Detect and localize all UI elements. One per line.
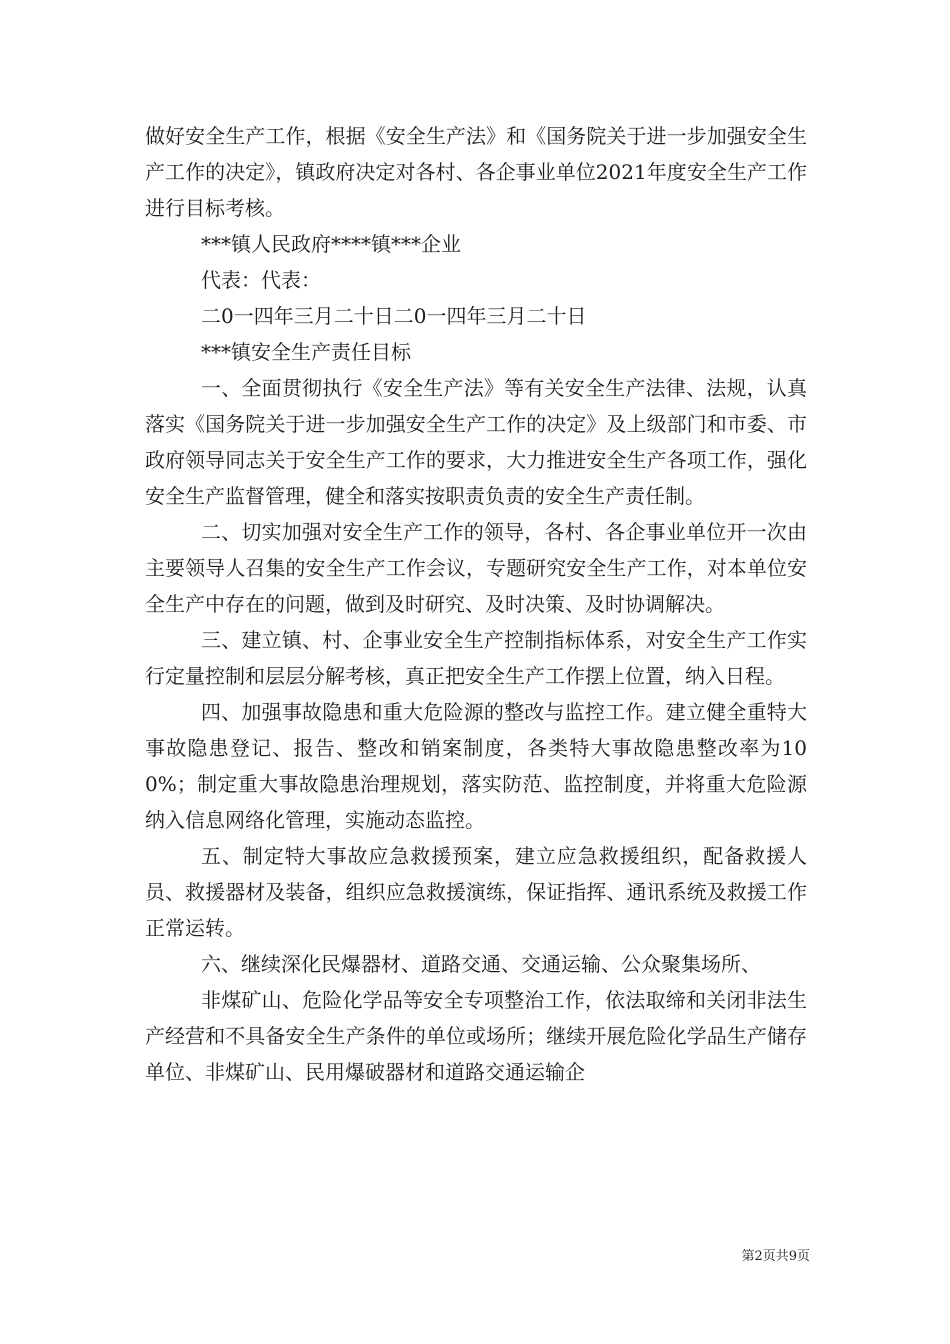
paragraph-dates: 二0一四年三月二十日二0一四年三月二十日 bbox=[201, 304, 587, 328]
page-number: 第2页共9页 bbox=[741, 1249, 810, 1264]
paragraph-item-5: 五、制定特大事故应急救援预案，建立应急救援组织，配备救援人员、救援器材及装备，组织应急救援演练，保证指挥、通讯系统及救援工作正常运转。 bbox=[145, 844, 807, 940]
paragraph-signatories: ***镇人民政府****镇***企业 bbox=[201, 232, 461, 256]
section-heading: ***镇安全生产责任目标 bbox=[201, 340, 411, 364]
paragraph-item-4: 四、加强事故隐患和重大危险源的整改与监控工作。建立健全重特大事故隐患登记、报告、整改和销案制度，各类特大事故隐患整改率为100%；制定重大事故隐患治理规划，落实防范、监控制度，并将重大危险源纳入信息网络化管理，实施动态监控。 bbox=[145, 700, 807, 832]
paragraph-item-6-continued: 非煤矿山、危险化学品等安全专项整治工作，依法取缔和关闭非法生产经营和不具备安全生产条件的单位或场所；继续开展危险化学品生产储存单位、非煤矿山、民用爆破器材和道路交通运输企 bbox=[145, 988, 807, 1084]
paragraph-item-6: 六、继续深化民爆器材、道路交通、交通运输、公众聚集场所、 bbox=[201, 952, 761, 976]
paragraph-item-1: 一、全面贯彻执行《安全生产法》等有关安全生产法律、法规，认真落实《国务院关于进一步加强安全生产工作的决定》及上级部门和市委、市政府领导同志关于安全生产工作的要求，大力推进安全生产各项工作，强化安全生产监督管理，健全和落实按职责负责的安全生产责任制。 bbox=[145, 376, 807, 508]
document-body bbox=[145, 118, 807, 1090]
paragraph-item-2: 二、切实加强对安全生产工作的领导，各村、各企事业单位开一次由主要领导人召集的安全生产工作会议，专题研究安全生产工作，对本单位安全生产中存在的问题，做到及时研究、及时决策、及时协调解决。 bbox=[145, 520, 807, 616]
paragraph-representatives: 代表：代表： bbox=[201, 268, 321, 292]
paragraph-item-3: 三、建立镇、村、企事业安全生产控制指标体系，对安全生产工作实行定量控制和层层分解考核，真正把安全生产工作摆上位置，纳入日程。 bbox=[145, 628, 807, 688]
paragraph-intro: 做好安全生产工作，根据《安全生产法》和《国务院关于进一步加强安全生产工作的决定》，镇政府决定对各村、各企事业单位2021年度安全生产工作进行目标考核。 bbox=[145, 124, 807, 220]
